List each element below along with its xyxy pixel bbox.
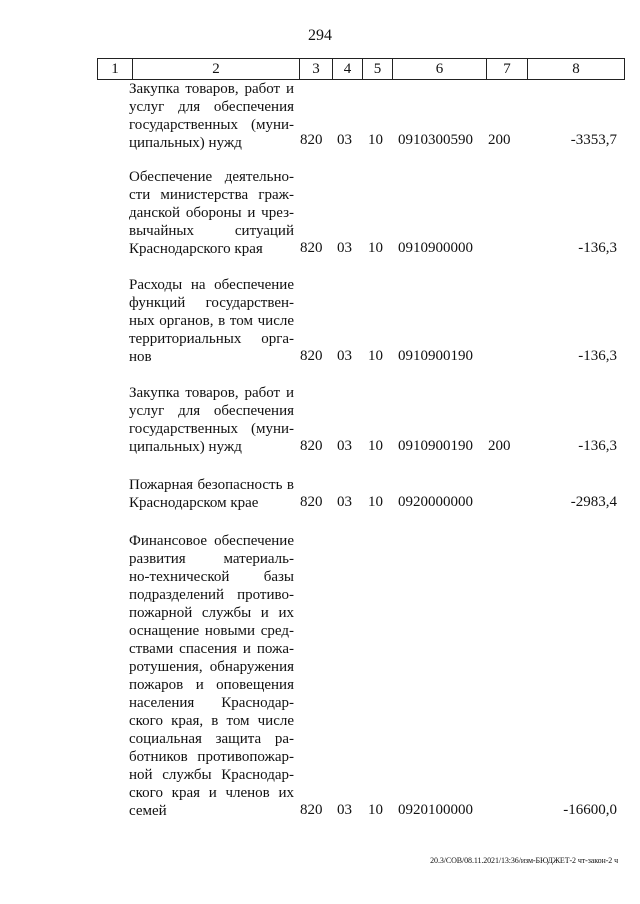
cell-subsection: 10 xyxy=(368,132,383,148)
column-header-4: 4 xyxy=(333,59,363,80)
cell-admin-code: 820 xyxy=(300,438,323,454)
cell-expense-type: 200 xyxy=(488,132,511,148)
cell-amount: -16600,0 xyxy=(563,802,617,818)
cell-section: 03 xyxy=(337,438,352,454)
cell-subsection: 10 xyxy=(368,438,383,454)
cell-amount: -136,3 xyxy=(578,348,617,364)
cell-target-article: 0910900190 xyxy=(398,348,473,364)
row-description: Расходы на обеспечение функций государствен- ных органов, в том числе территориальных орга- нов xyxy=(129,277,294,365)
column-header-6: 6 xyxy=(393,59,487,80)
row-description: Закупка товаров, работ и услуг для обеспечения государственных (муни- ципальных) нужд xyxy=(129,81,294,151)
cell-amount: -136,3 xyxy=(578,438,617,454)
cell-amount: -136,3 xyxy=(578,240,617,256)
cell-section: 03 xyxy=(337,494,352,510)
cell-subsection: 10 xyxy=(368,240,383,256)
row-description: Финансовое обеспечение развития материаль- но-технической базы подразделений противо- пожарной службы и их оснащение новыми сред- ствами спасения и пожа- ротушения, обнаружения пожаров и оповещения населения Краснодар- ского края, в том числе социальная защита ра- ботников противопожар- ной службы Краснодар- ского края и членов их семей xyxy=(129,533,294,819)
page-number: 294 xyxy=(308,27,332,44)
cell-section: 03 xyxy=(337,802,352,818)
cell-target-article: 0920000000 xyxy=(398,494,473,510)
cell-section: 03 xyxy=(337,348,352,364)
cell-admin-code: 820 xyxy=(300,494,323,510)
cell-target-article: 0920100000 xyxy=(398,802,473,818)
column-header-2: 2 xyxy=(133,59,300,80)
column-header-3: 3 xyxy=(300,59,333,80)
cell-admin-code: 820 xyxy=(300,802,323,818)
column-header-5: 5 xyxy=(363,59,393,80)
row-description: Закупка товаров, работ и услуг для обеспечения государственных (муни- ципальных) нужд xyxy=(129,385,294,455)
column-header-8: 8 xyxy=(528,59,625,80)
cell-subsection: 10 xyxy=(368,494,383,510)
cell-section: 03 xyxy=(337,240,352,256)
column-header-1: 1 xyxy=(98,59,133,80)
cell-expense-type: 200 xyxy=(488,438,511,454)
cell-admin-code: 820 xyxy=(300,240,323,256)
cell-amount: -3353,7 xyxy=(570,132,617,148)
cell-admin-code: 820 xyxy=(300,348,323,364)
cell-target-article: 0910300590 xyxy=(398,132,473,148)
cell-amount: -2983,4 xyxy=(570,494,617,510)
cell-section: 03 xyxy=(337,132,352,148)
cell-subsection: 10 xyxy=(368,348,383,364)
row-description: Обеспечение деятельно- сти министерства граж- данской обороны и чрез- вычайных ситуаций Краснодарского края xyxy=(129,169,294,257)
cell-target-article: 0910900190 xyxy=(398,438,473,454)
cell-admin-code: 820 xyxy=(300,132,323,148)
cell-subsection: 10 xyxy=(368,802,383,818)
column-header-7: 7 xyxy=(487,59,528,80)
row-description: Пожарная безопасность в Краснодарском крае xyxy=(129,477,294,511)
cell-target-article: 0910900000 xyxy=(398,240,473,256)
document-footer: 20.3/СОВ/08.11.2021/13:36/изм-БЮДЖЕТ-2 чт-закон-2 ч xyxy=(430,856,618,865)
